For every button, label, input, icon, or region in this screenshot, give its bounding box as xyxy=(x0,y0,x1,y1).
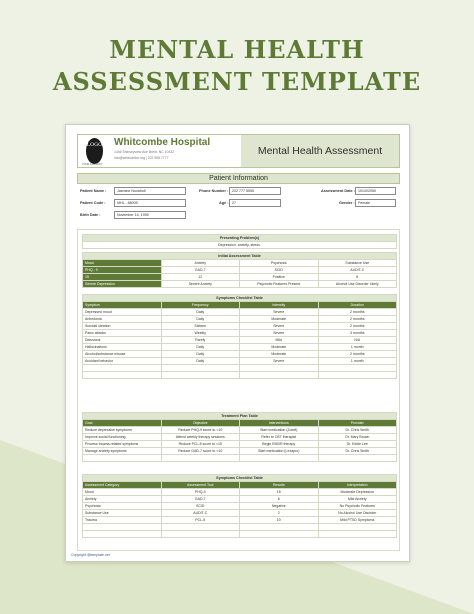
symptoms-body xyxy=(83,309,397,379)
table-cell[interactable] xyxy=(318,365,397,372)
table-cell[interactable]: Hallucinations xyxy=(83,344,162,351)
table-cell[interactable]: N/A xyxy=(318,337,397,344)
table-cell[interactable]: 6 xyxy=(240,496,319,503)
presenting-value[interactable]: Depression, anxiety, stress. xyxy=(83,242,397,249)
table-cell[interactable]: PCL-5 xyxy=(161,517,240,524)
table-cell[interactable]: Negative xyxy=(240,503,319,510)
table-cell[interactable]: Weekly xyxy=(161,330,240,337)
table-cell[interactable]: Anhedonia xyxy=(83,316,162,323)
table-row xyxy=(83,427,397,434)
gender-label: Gender : xyxy=(339,201,355,205)
table-cell[interactable]: Moderate xyxy=(240,351,319,358)
table-cell[interactable] xyxy=(318,524,397,531)
table-cell[interactable]: Begin EMDR therapy xyxy=(240,441,319,448)
age-field[interactable]: 27 xyxy=(229,199,281,207)
column-header: Assessment Tool xyxy=(161,482,240,489)
table-cell[interactable] xyxy=(161,372,240,379)
table-cell[interactable]: Improve social functioning xyxy=(83,434,162,441)
assessment-checklist-table xyxy=(82,474,397,538)
document-header xyxy=(77,134,400,168)
table-cell[interactable]: Daily xyxy=(161,344,240,351)
table-cell[interactable]: AUDIT-C xyxy=(161,510,240,517)
table-cell: PHQ - 9 xyxy=(83,267,162,274)
copyright-footer[interactable]: Copyright @template.net xyxy=(71,553,110,557)
table-cell[interactable]: Reduce PCL-5 score to <15 xyxy=(161,441,240,448)
table-cell[interactable]: No Alcohol Use Disorder xyxy=(318,510,397,517)
table-cell[interactable]: Depressed mood xyxy=(83,309,162,316)
table-cell[interactable]: Sixteen xyxy=(161,323,240,330)
hospital-address: 1446 Shinseyview Ave Brent, NC 10432 xyxy=(114,150,175,154)
table-cell[interactable]: Reduce GAD-7 score to <10 xyxy=(161,448,240,455)
table-cell[interactable]: AUDIT-C xyxy=(318,267,397,274)
table-cell[interactable]: Start medication (Lexapro) xyxy=(240,448,319,455)
hospital-contact: info@whitcombe.org | 222 555 7777 xyxy=(114,156,169,160)
table-cell: Severe Depression xyxy=(83,281,162,288)
treatment-plan-table xyxy=(82,412,397,462)
table-row xyxy=(83,510,397,517)
column-header: Provider xyxy=(318,420,397,427)
table-cell[interactable]: Start medication (Zoloft) xyxy=(240,427,319,434)
table-cell[interactable]: SCID xyxy=(240,267,319,274)
table-row xyxy=(83,517,397,524)
logo-icon: LOGO xyxy=(86,138,103,164)
table-cell[interactable]: 10 xyxy=(240,517,319,524)
table-cell[interactable]: Anxiety xyxy=(83,496,162,503)
table-cell[interactable]: Substance Use xyxy=(318,260,397,267)
table-row xyxy=(83,448,397,455)
table-cell[interactable] xyxy=(318,531,397,538)
table-cell[interactable] xyxy=(83,531,162,538)
table-row xyxy=(83,267,397,274)
table-cell[interactable]: Trauma xyxy=(83,517,162,524)
table-cell[interactable]: Psychosis xyxy=(83,503,162,510)
table-cell[interactable]: Alcohol/substance misuse xyxy=(83,351,162,358)
table-cell[interactable] xyxy=(161,524,240,531)
table-cell[interactable] xyxy=(240,455,319,462)
hospital-name: Whitcombe Hospital xyxy=(114,137,211,148)
table-header-row xyxy=(83,420,397,427)
table-row xyxy=(83,260,397,267)
phone-field[interactable]: 222 777 5555 xyxy=(229,187,281,195)
column-header: Goal xyxy=(83,420,162,427)
treatment-body xyxy=(83,427,397,462)
table-cell[interactable]: GAD-7 xyxy=(161,267,240,274)
column-header: Intensity xyxy=(240,302,319,309)
checklist-body xyxy=(83,489,397,538)
logo-subtext: YOUR COMPANY xyxy=(82,163,103,166)
birth-date-field[interactable]: November 14, 1995 xyxy=(114,211,186,219)
patient-name-label: Patient Name : xyxy=(80,189,107,193)
table-cell[interactable]: Panic attacks xyxy=(83,330,162,337)
table-cell[interactable]: Severe xyxy=(240,358,319,365)
table-cell[interactable]: Dr. Chris Smith xyxy=(318,427,397,434)
table-cell: 15 xyxy=(83,274,162,281)
table-cell[interactable]: 15 xyxy=(240,489,319,496)
table-row xyxy=(83,489,397,496)
table-cell[interactable]: Severe xyxy=(240,330,319,337)
table-cell[interactable] xyxy=(240,531,319,538)
table-cell[interactable]: GAD-7 xyxy=(161,496,240,503)
table-row xyxy=(83,351,397,358)
patient-code-label: Patient Code : xyxy=(80,201,106,205)
patient-info-title: Patient Information xyxy=(77,173,400,184)
table-cell[interactable]: 12 xyxy=(161,274,240,281)
table-cell[interactable]: 2 months xyxy=(318,316,397,323)
table-cell[interactable]: PHQ-9 xyxy=(161,489,240,496)
table-cell[interactable] xyxy=(161,365,240,372)
table-cell[interactable]: Mild PTSD Symptoms xyxy=(318,517,397,524)
initial-title: Initial Assessment Table xyxy=(83,253,397,260)
table-cell[interactable]: Mood xyxy=(83,489,162,496)
table-row xyxy=(83,344,397,351)
table-cell[interactable] xyxy=(318,455,397,462)
table-cell[interactable]: Daily xyxy=(161,309,240,316)
tables-area xyxy=(77,229,400,551)
phone-label: Phone Number : xyxy=(199,189,229,193)
symptoms-title: Symptoms Checklist Table xyxy=(83,295,397,302)
checklist-title: Symptoms Checklist Table xyxy=(83,475,397,482)
hospital-block xyxy=(78,135,241,167)
table-cell[interactable]: 2 xyxy=(240,510,319,517)
treatment-title: Treatment Plan Table xyxy=(83,413,397,420)
symptoms-checklist-table xyxy=(82,294,397,379)
table-cell[interactable]: Substance Use xyxy=(83,510,162,517)
table-row xyxy=(83,358,397,365)
table-cell[interactable]: Severe Anxiety xyxy=(161,281,240,288)
column-header: Interventions xyxy=(240,420,319,427)
assessment-date-field[interactable]: 10/10/2050 xyxy=(355,187,396,195)
page-title: MENTAL HEALTH ASSESSMENT TEMPLATE xyxy=(52,35,422,96)
table-row xyxy=(83,330,397,337)
table-cell[interactable]: Moderate xyxy=(240,344,319,351)
table-cell[interactable]: Suicidal ideation xyxy=(83,323,162,330)
table-cell: Mood xyxy=(83,260,162,267)
table-row xyxy=(83,434,397,441)
table-row xyxy=(83,281,397,288)
birth-date-label: Birth Date : xyxy=(80,213,101,217)
table-cell[interactable]: Positive xyxy=(240,274,319,281)
table-cell[interactable]: Severe xyxy=(240,323,319,330)
column-header: Results xyxy=(240,482,319,489)
table-cell[interactable]: Psychosis xyxy=(240,260,319,267)
table-cell[interactable]: Mild Anxiety xyxy=(318,496,397,503)
table-header-row xyxy=(83,482,397,489)
patient-code-field[interactable]: MHL - 88005 xyxy=(114,199,186,207)
table-cell[interactable]: 2 months xyxy=(318,323,397,330)
table-row xyxy=(83,309,397,316)
table-cell[interactable]: Dr. Eddie Lee xyxy=(318,441,397,448)
table-cell[interactable] xyxy=(161,531,240,538)
table-row xyxy=(83,503,397,510)
table-row xyxy=(83,372,397,379)
table-cell[interactable]: Daily xyxy=(161,351,240,358)
table-row xyxy=(83,531,397,538)
table-row xyxy=(83,365,397,372)
table-cell[interactable]: Refer to CBT therapist xyxy=(240,434,319,441)
table-cell[interactable]: Alcohol Use Disorder Likely xyxy=(318,281,397,288)
table-cell[interactable]: No Psychotic Features xyxy=(318,503,397,510)
table-cell[interactable]: SCID xyxy=(161,503,240,510)
table-cell[interactable]: 2 months xyxy=(318,351,397,358)
table-cell[interactable]: Delusions xyxy=(83,337,162,344)
table-cell[interactable]: Moderate Depression xyxy=(318,489,397,496)
table-cell[interactable]: 1 month xyxy=(318,358,397,365)
column-header: Frequency xyxy=(161,302,240,309)
table-cell[interactable]: Attend weekly therapy sessions xyxy=(161,434,240,441)
table-cell[interactable]: Mild xyxy=(240,337,319,344)
table-row xyxy=(83,496,397,503)
table-cell[interactable]: Process trauma-related symptoms xyxy=(83,441,162,448)
table-cell[interactable]: Reduce PHQ-9 score to <10 xyxy=(161,427,240,434)
column-header: Duration xyxy=(318,302,397,309)
table-row xyxy=(83,316,397,323)
initial-assessment-table xyxy=(82,252,397,288)
table-cell[interactable] xyxy=(240,524,319,531)
table-cell[interactable]: 3 months xyxy=(318,330,397,337)
table-cell[interactable]: 2 months xyxy=(318,309,397,316)
table-cell[interactable]: Manage anxiety symptoms xyxy=(83,448,162,455)
table-cell[interactable]: Daily xyxy=(161,358,240,365)
table-row xyxy=(83,274,397,281)
presenting-title: Presenting Problem(s) xyxy=(83,235,397,242)
table-row xyxy=(83,337,397,344)
table-row xyxy=(83,524,397,531)
gender-field[interactable]: Female xyxy=(355,199,396,207)
table-cell[interactable] xyxy=(83,524,162,531)
table-cell[interactable]: Reduce depressive symptoms xyxy=(83,427,162,434)
table-cell[interactable] xyxy=(83,372,162,379)
column-header: Symptom xyxy=(83,302,162,309)
table-cell[interactable] xyxy=(318,372,397,379)
assessment-date-label: Assessment Date : xyxy=(321,189,355,193)
table-row xyxy=(83,441,397,448)
table-cell[interactable]: Anxiety xyxy=(161,260,240,267)
document-title: Mental Health Assessment xyxy=(241,135,399,167)
table-cell[interactable]: Daily xyxy=(161,316,240,323)
table-cell[interactable]: Dr. Chris Smith xyxy=(318,448,397,455)
presenting-problems-table xyxy=(82,234,397,249)
table-cell[interactable]: Psychotic Features Present xyxy=(240,281,319,288)
table-cell[interactable]: Severe xyxy=(240,309,319,316)
table-cell[interactable] xyxy=(83,365,162,372)
table-row xyxy=(83,455,397,462)
patient-name-field[interactable]: Jasmine Novaholt xyxy=(114,187,186,195)
table-cell[interactable]: Moderate xyxy=(240,316,319,323)
table-row xyxy=(83,323,397,330)
column-header: Interpretation xyxy=(318,482,397,489)
age-label: Age : xyxy=(219,201,229,205)
table-cell[interactable] xyxy=(83,455,162,462)
table-cell[interactable] xyxy=(240,372,319,379)
table-cell[interactable] xyxy=(161,455,240,462)
table-cell[interactable]: 8 xyxy=(318,274,397,281)
column-header: Assessment Category xyxy=(83,482,162,489)
table-header-row xyxy=(83,302,397,309)
table-cell[interactable] xyxy=(240,365,319,372)
table-cell[interactable]: Rarely xyxy=(161,337,240,344)
table-cell[interactable]: Avoidant behavior xyxy=(83,358,162,365)
table-cell[interactable]: 1 month xyxy=(318,344,397,351)
column-header: Objective xyxy=(161,420,240,427)
table-cell[interactable]: Dr. Mary Brown xyxy=(318,434,397,441)
assessment-sheet xyxy=(65,124,410,562)
